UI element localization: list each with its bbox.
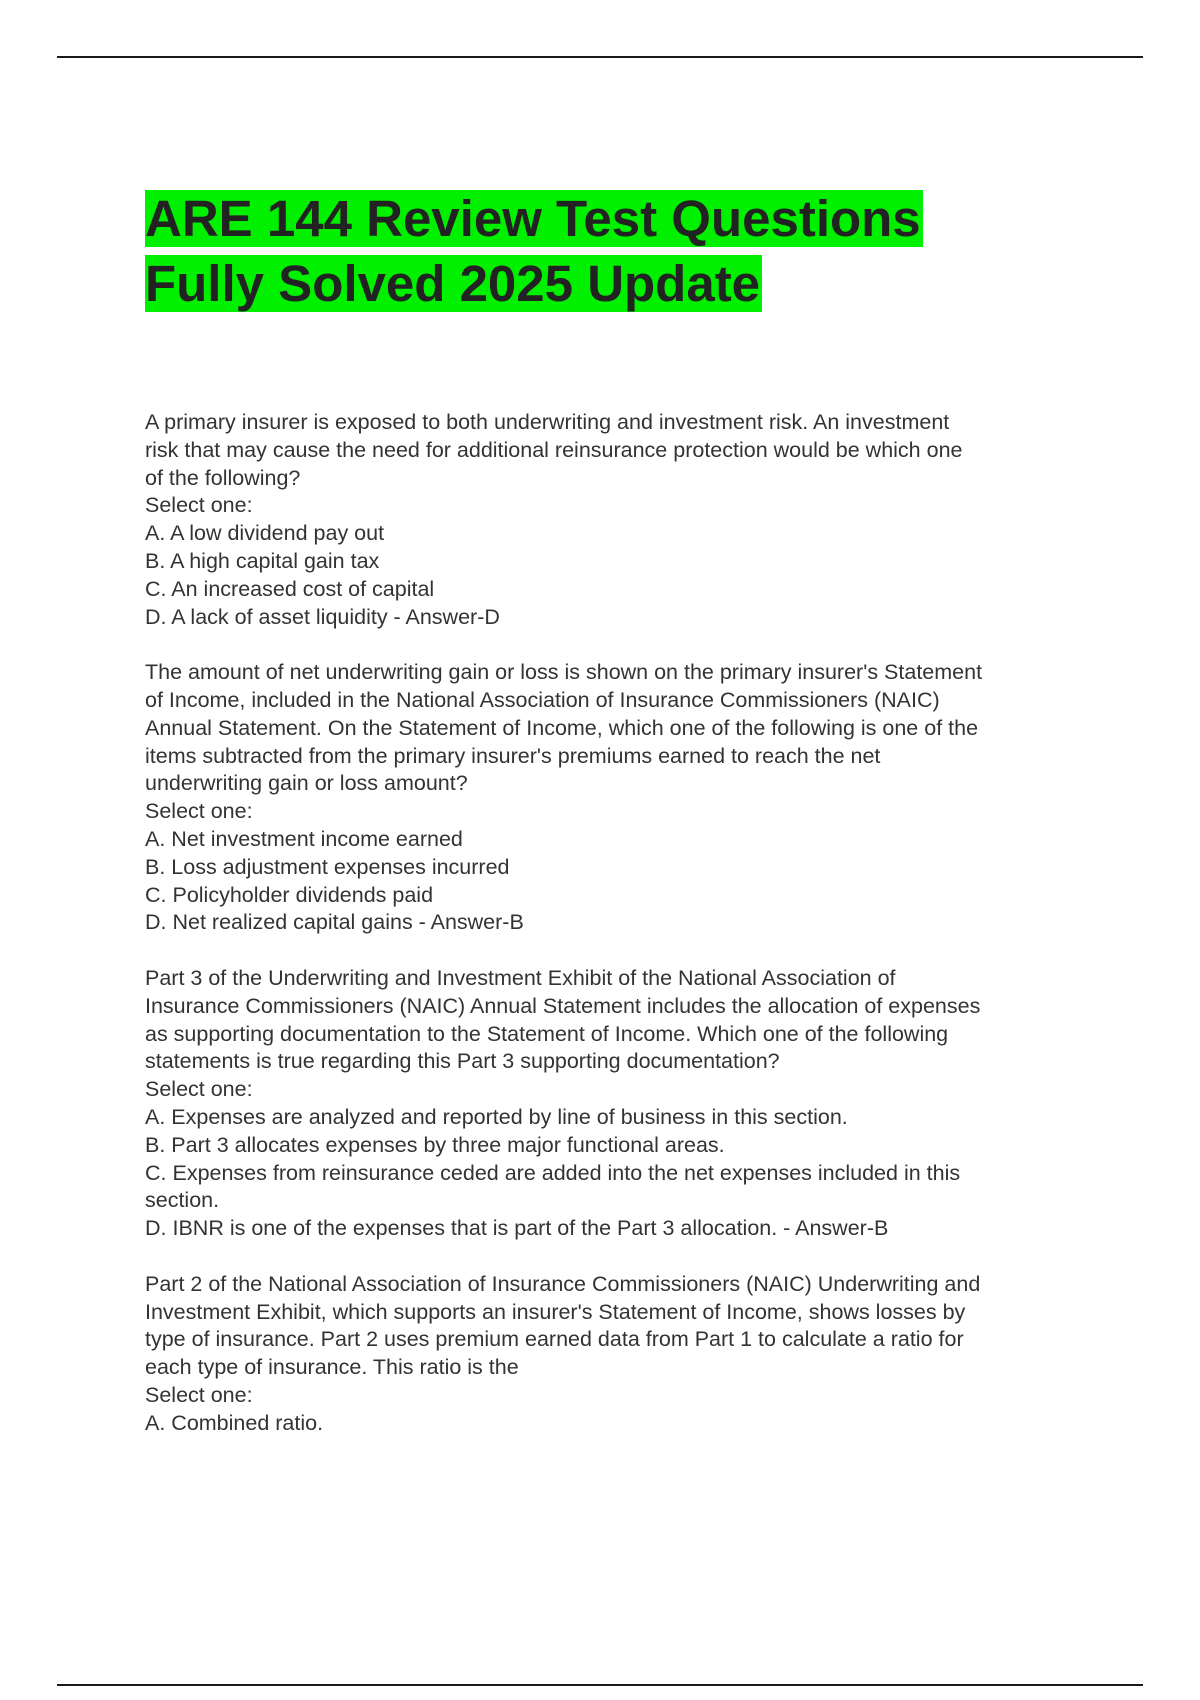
question-2-line: underwriting gain or loss amount?	[145, 771, 468, 796]
question-2-select-one: Select one:	[145, 799, 253, 824]
question-3-line: Insurance Commissioners (NAIC) Annual Statement includes the allocation of expenses	[145, 993, 981, 1018]
title-line-1: ARE 144 Review Test Questions	[145, 190, 921, 247]
question-4-line: each type of insurance. This ratio is the	[145, 1355, 519, 1380]
question-2-line: The amount of net underwriting gain or loss is shown on the primary insurer's Statement	[145, 660, 983, 685]
question-3-option-a: A. Expenses are analyzed and reported by line of business in this section.	[145, 1104, 848, 1129]
question-4-line: type of insurance. Part 2 uses premium earned data from Part 1 to calculate a ratio for	[145, 1327, 964, 1352]
question-2-option-d: D. Net realized capital gains - Answer-B	[145, 910, 524, 935]
page-title	[145, 186, 1085, 316]
question-3-line: Part 3 of the Underwriting and Investment Exhibit of the National Association of	[145, 965, 896, 990]
question-2	[145, 659, 1090, 937]
question-3-line: as supporting documentation to the Statement of Income. Which one of the following	[145, 1021, 949, 1046]
question-1-option-a: A. A low dividend pay out	[145, 521, 385, 546]
questions-content	[145, 409, 1090, 1465]
question-1-option-b: B. A high capital gain tax	[145, 548, 380, 573]
question-2-option-a: A. Net investment income earned	[145, 826, 463, 851]
question-3-line: statements is true regarding this Part 3 supporting documentation?	[145, 1049, 780, 1074]
question-2-line: of Income, included in the National Association of Insurance Commissioners (NAIC)	[145, 687, 940, 712]
question-1-option-c: C. An increased cost of capital	[145, 576, 435, 601]
question-1-line: of the following?	[145, 465, 301, 490]
question-4	[145, 1271, 1090, 1438]
question-2-line: items subtracted from the primary insurer's premiums earned to reach the net	[145, 743, 881, 768]
question-2-line: Annual Statement. On the Statement of Income, which one of the following is one of the	[145, 715, 979, 740]
question-1-line: risk that may cause the need for additional reinsurance protection would be which one	[145, 437, 963, 462]
question-3-option-c: C. Expenses from reinsurance ceded are added into the net expenses included in this	[145, 1160, 961, 1185]
question-4-line: Part 2 of the National Association of Insurance Commissioners (NAIC) Underwriting and	[145, 1271, 981, 1296]
question-1	[145, 409, 1090, 631]
question-1-select-one: Select one:	[145, 493, 253, 518]
question-3-option-d: D. IBNR is one of the expenses that is part of the Part 3 allocation. - Answer-B	[145, 1216, 889, 1241]
bottom-rule	[57, 1684, 1143, 1686]
question-4-select-one: Select one:	[145, 1382, 253, 1407]
question-3-option-c-cont: section.	[145, 1188, 220, 1213]
question-1-line: A primary insurer is exposed to both underwriting and investment risk. An investment	[145, 410, 950, 434]
question-3-option-b: B. Part 3 allocates expenses by three major functional areas.	[145, 1132, 725, 1157]
question-4-option-a: A. Combined ratio.	[145, 1410, 324, 1435]
question-3-select-one: Select one:	[145, 1077, 253, 1102]
question-1-option-d: D. A lack of asset liquidity - Answer-D	[145, 604, 500, 629]
question-2-option-c: C. Policyholder dividends paid	[145, 882, 434, 907]
question-2-option-b: B. Loss adjustment expenses incurred	[145, 854, 510, 879]
question-4-line: Investment Exhibit, which supports an insurer's Statement of Income, shows losses by	[145, 1299, 966, 1324]
top-rule	[57, 56, 1143, 58]
question-3	[145, 965, 1090, 1243]
title-line-2: Fully Solved 2025 Update	[145, 255, 761, 312]
